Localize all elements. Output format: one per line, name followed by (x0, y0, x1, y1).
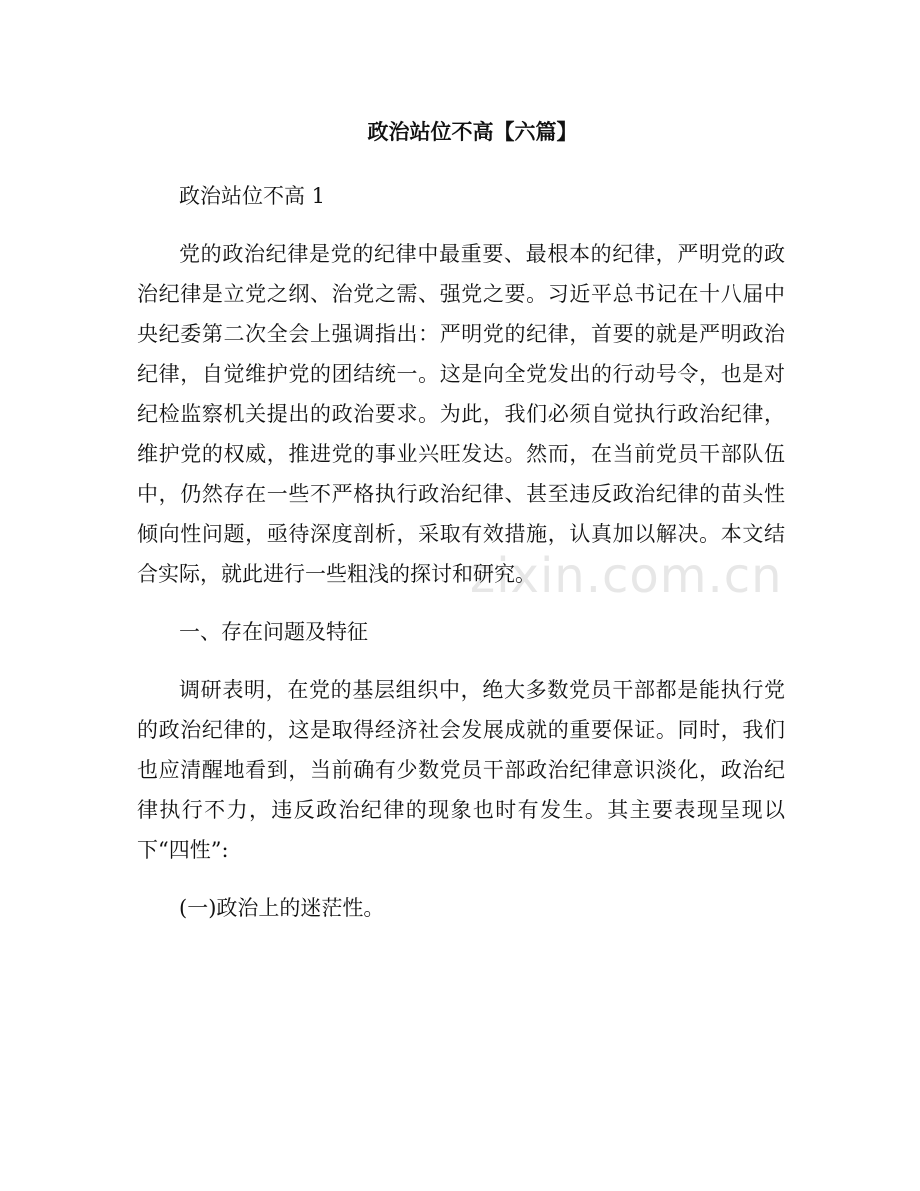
body-paragraph: 党的政治纪律是党的纪律中最重要、最根本的纪律，严明党的政治纪律是立党之纲、治党之需、强党之要。习近平总书记在十八届中央纪委第二次全会上强调指出：严明党的纪律，首要的就是严明政治纪律，自觉维护党的团结统一。这是向全党发出的行动号令，也是对纪检监察机关提出的政治要求。为此，我们必须自觉执行政治纪律，维护党的权威，推进党的事业兴旺发达。然而，在当前党员干部队伍中，仍然存在一些不严格执行政治纪律、甚至违反政治纪律的苗头性倾向性问题，亟待深度剖析，采取有效措施，认真加以解决。本文结合实际，就此进行一些粗浅的探讨和研究。 (137, 242, 785, 586)
document-body (137, 176, 785, 928)
section-heading: 一、存在问题及特征 (179, 620, 368, 644)
watermark: zixin.com.cn (470, 548, 783, 604)
body-paragraph: 调研表明，在党的基层组织中，绝大多数党员干部都是能执行党的政治纪律的，这是取得经济社会发展成就的重要保证。同时，我们也应清醒地看到，当前确有少数党员干部政治纪律意识淡化，政治纪律执行不力，违反政治纪律的现象也时有发生。其主要表现呈现以下“四性”: (137, 678, 785, 862)
document-title: 政治站位不高【六篇】 (367, 120, 578, 144)
section-heading: 政治站位不高 1 (179, 184, 326, 208)
subsection-heading: (一)政治上的迷茫性。 (179, 896, 385, 920)
